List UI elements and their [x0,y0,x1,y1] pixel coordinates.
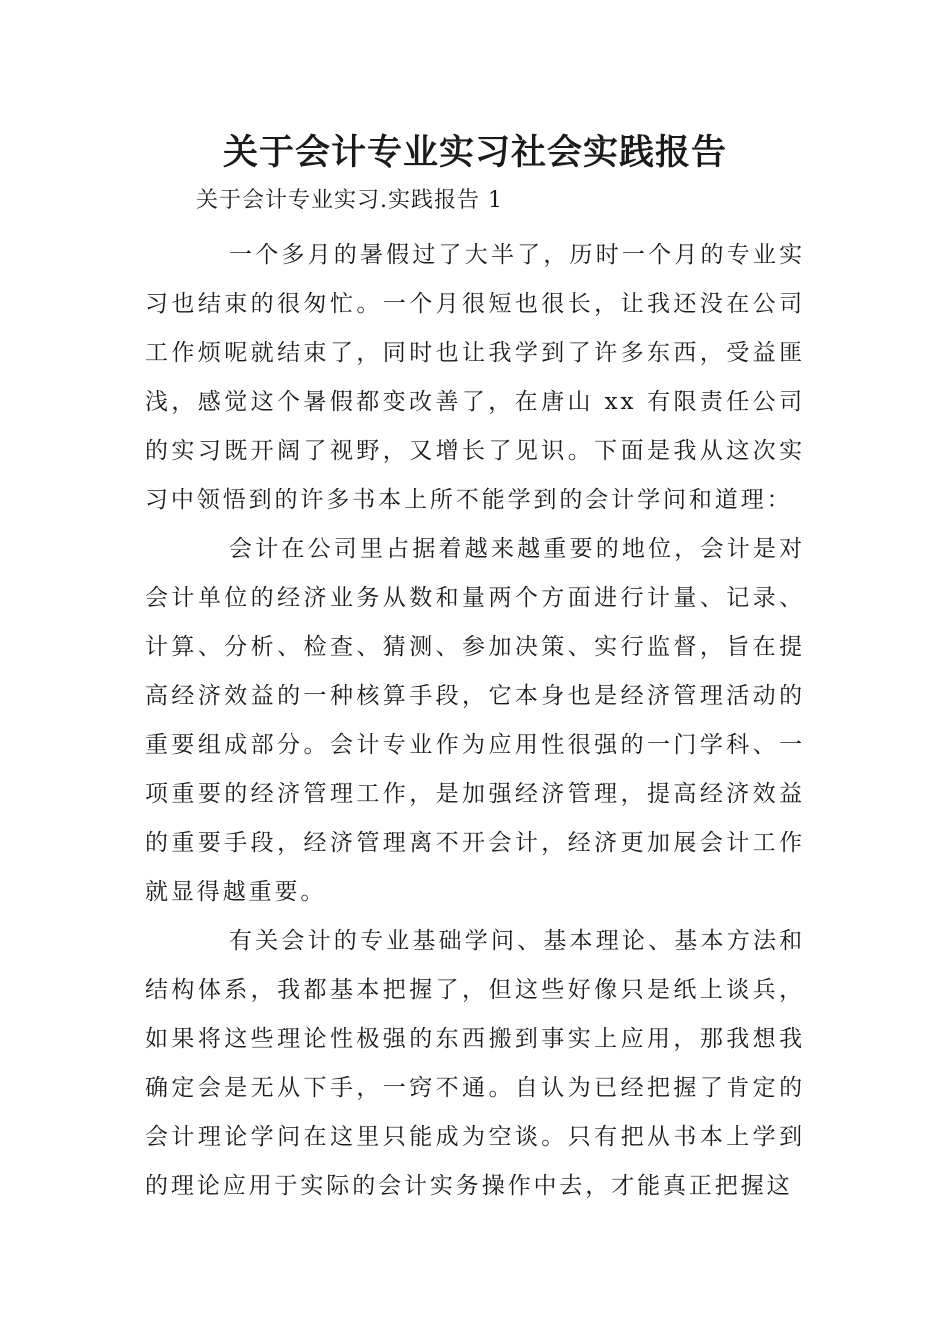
document-body [145,231,805,1211]
document-title: 关于会计专业实习社会实践报告 [222,133,727,173]
paragraph-2: 会计在公司里占据着越来越重要的地位，会计是对会计单位的经济业务从数和量两个方面进行计量、记录、计算、分析、检查、猜测、参加决策、实行监督，旨在提高经济效益的一种核算手段，它本身也是经济管理活动的重要组成部分。会计专业作为应用性很强的一门学科、一项重要的经济管理工作，是加强经济管理，提高经济效益的重要手段，经济管理离不开会计，经济更加展会计工作就显得越重要。 [145,536,805,905]
paragraph-1: 一个多月的暑假过了大半了，历时一个月的专业实习也结束的很匆忙。一个月很短也很长，让我还没在公司工作烦呢就结束了，同时也让我学到了许多东西，受益匪浅，感觉这个暑假都变改善了，在唐山 xx 有限责任公司的实习既开阔了视野，又增长了见识。下面是我从这次实习中领悟到的许多书本上所不能学到的会计学问和道理： [145,242,805,513]
paragraph-3: 有关会计的专业基础学问、基本理论、基本方法和结构体系，我都基本把握了，但这些好像只是纸上谈兵，如果将这些理论性极强的东西搬到事实上应用，那我想我确定会是无从下手，一窍不通。自认为已经把握了肯定的会计理论学问在这里只能成为空谈。只有把从书本上学到的理论应用于实际的会计实务操作中去，才能真正把握这 [145,928,805,1199]
document-subtitle: 关于会计专业实习.实践报告 1 [196,188,503,213]
